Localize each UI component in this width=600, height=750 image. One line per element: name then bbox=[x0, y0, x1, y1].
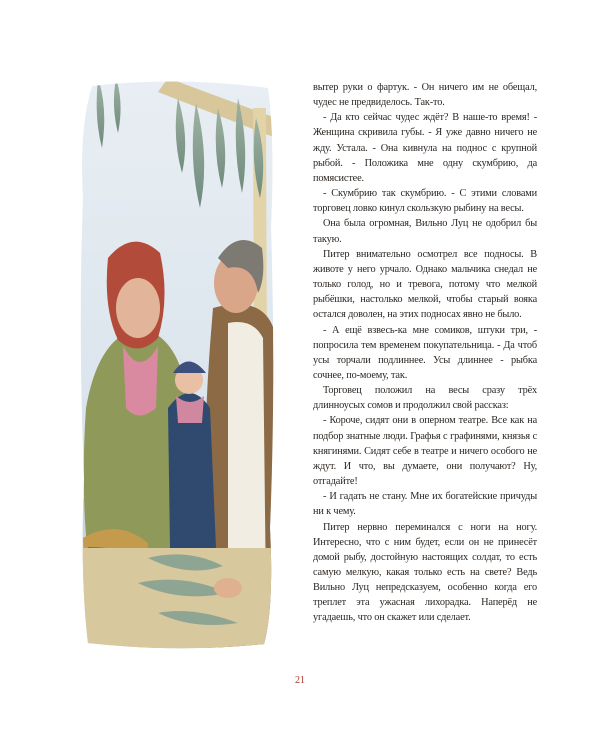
story-text bbox=[313, 80, 537, 626]
paragraph: - Скумбрию так скумбрию. - С этими словами торговец ловко кинул скользкую рыбину на весы. bbox=[313, 188, 537, 215]
paragraph: вытер руки о фартук. - Он ничего им не обещал, чудес не предвиделось. Так-то. bbox=[313, 82, 537, 109]
paragraph: - Да кто сейчас чудес ждёт? В наше-то время! - Женщина скривила губы. - Я уже давно ничего не жду. Устала. - Она кивнула на поднос с крупной рыбой. - Положика мне одну скумбрию, да помясистее. bbox=[313, 112, 537, 184]
page-number: 21 bbox=[295, 675, 305, 686]
paragraph: - Короче, сидят они в оперном театре. Все как на подбор знатные люди. Графья с графинями, князья с княгинями. Сидят себе в театре и ничего особого не ждут. И что, вы думаете, они получают? Ну, отгадайте! bbox=[313, 415, 537, 488]
paragraph: - А ещё взвесь-ка мне сомиков, штуки три, - попросила тем временем покупательница. - Да чтоб усы торчали подлиннее. Усы длиннее - рыбка сочнее, по-моему, так. bbox=[313, 324, 537, 381]
paragraph: - И гадать не стану. Мне их богатейские причуды ни к чему. bbox=[313, 491, 537, 518]
paragraph: Питер внимательно осмотрел все подносы. В животе у него урчало. Однако мальчика снедал не только голод, но и тревога, потому что мелкой рыбёшки, настолько мелкой, чтобы старый вояка остался доволен, на этих подносах явно не было. bbox=[313, 248, 537, 321]
fish-market-illustration bbox=[78, 78, 276, 651]
paragraph: Она была огромная, Вильно Луц не одобрил бы такую. bbox=[313, 218, 537, 245]
paragraph: Торговец положил на весы сразу трёх длинноусых сомов и продолжил свой рассказ: bbox=[313, 385, 537, 412]
paragraph: Питер нервно переминался с ноги на ногу. Интересно, что с ним будет, если он не принесёт домой рыбу, достойную настоящих солдат, то есть самую мелкую, какая только есть на свете? Ведь Вильно Луц непредсказуем, особенно когда его треплет эта ужасная лихорадка. Наперёд не угадаешь, что он скажет или сделает. bbox=[313, 521, 537, 624]
